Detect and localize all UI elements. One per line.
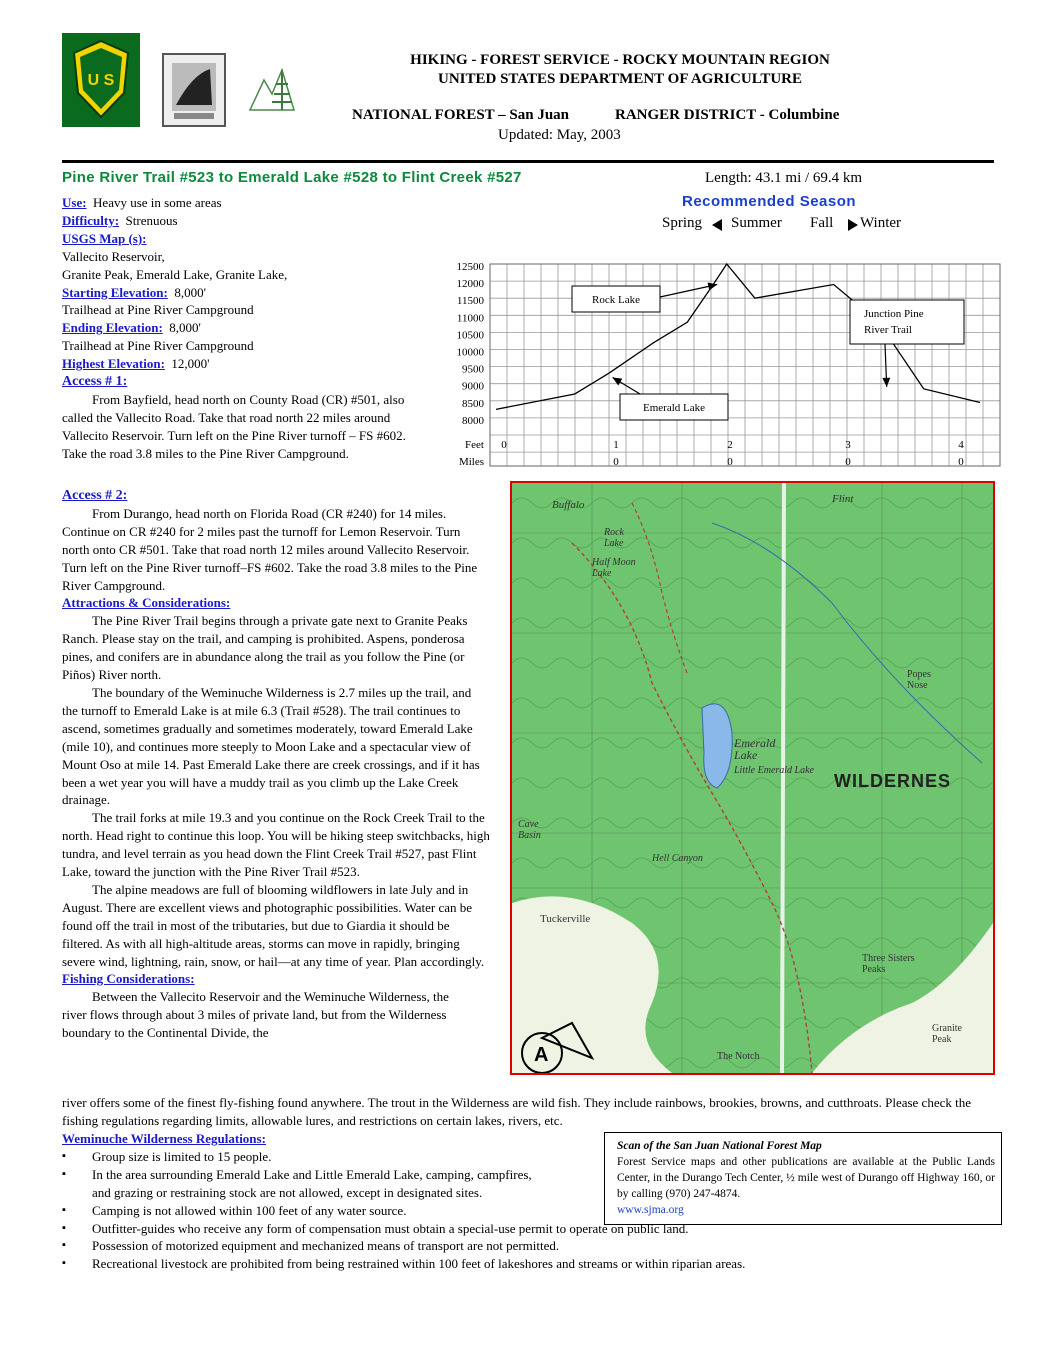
high-elev-value: 12,000' xyxy=(171,356,210,372)
attractions-label: Attractions & Considerations: xyxy=(62,595,231,611)
use-value: Heavy use in some areas xyxy=(93,195,222,210)
chart-annotation-arrowhead xyxy=(882,378,890,387)
x-tick-label: 2 xyxy=(727,439,733,452)
usgs-label: USGS Map (s): xyxy=(62,230,147,246)
fishing-p1a: Between the Vallecito Reservoir and the Weminuche Wilderness, the river flows through about 3 miles of private land, but from the Wilderness boundary to the Continental Divide, the xyxy=(62,989,449,1041)
y-tick-label: 11000 xyxy=(456,312,484,325)
attractions-p2: The boundary of the Weminuche Wilderness is 2.7 miles up the trail, and the turnoff to Emerald Lake is at mile 6.3 (Trail #528). The trail continues to ascend, sometimes gradually and sometimes moderately, toward Emerald Lake (mile 10), and continues more steeply to Moon Lake and a spectacular view of Mount Oso at mile 14. Past Emerald Lake there are creek crossings, and if it has been a wet year you will have a muddy trail as you climb up the Lake Creek drainage. xyxy=(62,684,480,808)
regulation-item: ▪ In the area surrounding Emerald Lake and Little Emerald Lake, camping, campfires, and grazing or restraining stock are not allowed, except in designated sites. xyxy=(92,1166,552,1202)
x-tick-label: 0 xyxy=(727,456,733,468)
fishing-continuation xyxy=(62,1094,992,1130)
y-tick-label: 9500 xyxy=(462,363,484,376)
attractions-p4: The alpine meadows are full of blooming wildflowers in late July and in August. There are excellent views and photographic possibilities. Water can be found off the trail in most of the tributaries, but due to Giardia it should be filtered. As with all high-altitude areas, storms can move in rapidly, bringing severe wind, lightning, rain, snow, or hail—at any time of year. Plan accordingly. xyxy=(62,881,485,969)
x-tick-label: 1 xyxy=(613,439,619,452)
x-tick-label: 3 xyxy=(845,439,851,452)
season-summer: Summer xyxy=(731,215,782,231)
y-tick-label: 11500 xyxy=(456,295,484,308)
start-elev-value: 8,000' xyxy=(174,284,206,300)
trail-title: Pine River Trail #523 to Emerald Lake #528 to Flint Creek #527 xyxy=(62,169,522,186)
x-axis-label: Miles xyxy=(458,456,484,468)
map-label-wilderness: WILDERNES xyxy=(834,771,951,791)
chart-annotation-label: Emerald Lake xyxy=(643,402,705,414)
use-label: Use: xyxy=(62,195,87,210)
regulation-item: ▪ Possession of motorized equipment and mechanized means of transport are not permitted. xyxy=(92,1237,987,1255)
trail-length: Length: 43.1 mi / 69.4 km xyxy=(705,170,863,186)
map-info-title: Scan of the San Juan National Forest Map xyxy=(617,1140,822,1152)
ranger-district-label: RANGER DISTRICT - Columbine xyxy=(615,107,840,123)
info-block xyxy=(62,194,442,463)
recommended-season-title: Recommended Season xyxy=(682,193,857,210)
regulation-item: ▪ Outfitter-guides who receive any form of compensation must obtain a special-use permit to operate on public land. xyxy=(92,1220,987,1238)
chart-annotation-label: River Trail xyxy=(864,324,912,336)
fishing-p1b: river offers some of the finest fly-fishing found anywhere. The trout in the Wilderness are wild fish. They include rainbows, brookies, browns, and cutthroats. Please check the fishing regulations regarding limits, allowable lures, and restrictions on certain lakes, rivers, etc. xyxy=(62,1095,972,1128)
map-info-box xyxy=(604,1132,1002,1225)
map-label-tuckerville: Tuckerville xyxy=(540,913,591,925)
header-line-1: HIKING - FOREST SERVICE - ROCKY MOUNTAIN REGION xyxy=(410,52,830,68)
y-tick-label: 12500 xyxy=(456,262,484,273)
end-elev-value: 8,000' xyxy=(169,320,201,336)
x-tick-label: 0 xyxy=(958,456,964,468)
y-tick-label: 9000 xyxy=(462,380,484,393)
map-label-flint: Flint xyxy=(832,493,854,505)
chart-annotation-arrowhead xyxy=(708,283,718,291)
attractions-p3: The trail forks at mile 19.3 and you continue on the Rock Creek Trail to the north. Head right to continue this loop. You will be hiking steep switchbacks, high tundra, and level terrain as you head down the Flint Creek Trail #527, past Flint Lake, toward the junction with the Pine River Trail #523. xyxy=(62,810,490,880)
map-label-emerald: Emerald Lake xyxy=(734,736,776,762)
difficulty-label: Difficulty: xyxy=(62,212,120,228)
map-label-cave-basin: Cave Basin xyxy=(518,819,541,841)
season-spring: Spring xyxy=(662,215,703,231)
map-label-hell-canyon: Hell Canyon xyxy=(652,853,703,864)
start-elev-label: Starting Elevation: xyxy=(62,284,168,300)
regulation-item: ▪ Recreational livestock are prohibited from being restrained within 100 feet of lakeshores and streams or within riparian areas. xyxy=(92,1255,987,1273)
map-info-link[interactable]: www.sjma.org xyxy=(617,1204,684,1216)
map-label-little-emerald: Little Emerald Lake xyxy=(734,765,814,776)
high-elev-label: Highest Elevation: xyxy=(62,356,165,372)
season-arrow-icon xyxy=(710,218,860,232)
access2-label: Access # 2: xyxy=(62,488,128,503)
map-label-half-moon: Half Moon Lake xyxy=(592,557,636,579)
usgs-line-2: Granite Peak, Emerald Lake, Granite Lake, xyxy=(62,266,288,282)
map-info-text: Forest Service maps and other publications are available at the Public Lands Center, in the Durango Tech Center, ½ mile west of Durango off Highway 160, or by calling (970) 247-4874. xyxy=(617,1156,995,1200)
regulations-label: Weminuche Wilderness Regulations: xyxy=(62,1131,266,1146)
svg-text:A: A xyxy=(534,1044,549,1066)
elevation-chart xyxy=(440,262,1002,468)
difficulty-value: Strenuous xyxy=(125,212,178,228)
map-label-granite-peak: Granite Peak xyxy=(932,1023,962,1045)
header-divider xyxy=(62,160,994,163)
attractions-p1: The Pine River Trail begins through a private gate next to Granite Peaks Ranch. Please stay on the trail, and camping is prohibited. Aspens, ponderosa pines, and conifers are in abundance along the trail as you follow the Pine (or Piños) River north. xyxy=(62,613,468,683)
fishing-label: Fishing Considerations: xyxy=(62,971,195,987)
season-winter: Winter xyxy=(860,215,902,231)
y-tick-label: 10500 xyxy=(456,329,484,342)
access1-label: Access # 1: xyxy=(62,374,128,390)
chart-annotation-label: Junction Pine xyxy=(864,308,924,320)
usgs-line-1: Vallecito Reservoir, xyxy=(62,248,165,264)
updated-date: Updated: May, 2003 xyxy=(498,127,621,143)
traveler-logo xyxy=(162,53,226,127)
usfs-shield-logo xyxy=(62,33,140,127)
x-tick-label: 0 xyxy=(613,456,619,468)
left-column xyxy=(62,487,490,1042)
header-line-2: UNITED STATES DEPARTMENT OF AGRICULTURE xyxy=(438,71,802,87)
map-label-three-sisters: Three Sisters Peaks xyxy=(862,953,915,975)
end-place: Trailhead at Pine River Campground xyxy=(62,338,254,354)
svg-text:U S: U S xyxy=(87,72,115,89)
y-tick-label: 12000 xyxy=(456,278,484,291)
access1-text: From Bayfield, head north on County Road (CR) #501, also called the Vallecito Road. Take that road north 22 miles around Vallecito Reservoir. Turn left on the Pine River turnoff – FS #602. Take the road 3.8 miles to the Pine River Campground. xyxy=(62,391,406,461)
y-tick-label: 8000 xyxy=(462,414,484,427)
access2-text: From Durango, head north on Florida Road (CR #240) for 14 miles. Continue on CR #240 for 2 miles past the turnoff for Lemon Reservoir. Turn north onto CR #501. Take that road north 12 miles around Vallecito Reservoir. Turn left on the Pine River turnoff–FS #602. Take the road 3.8 miles to the Pine River Campground. xyxy=(62,505,478,593)
y-tick-label: 8500 xyxy=(462,397,484,410)
national-forest-label: NATIONAL FOREST – San Juan xyxy=(352,107,570,123)
regulation-item: ▪ Camping is not allowed within 100 feet of any water source. xyxy=(92,1202,987,1220)
regulation-item: ▪ Group size is limited to 15 people. xyxy=(92,1148,552,1166)
start-place: Trailhead at Pine River Campground xyxy=(62,302,254,318)
chart-annotation-label: Rock Lake xyxy=(592,294,640,306)
x-tick-label: 4 xyxy=(958,439,964,452)
chart-annotation-arrowhead xyxy=(613,377,623,385)
y-tick-label: 10000 xyxy=(456,346,484,359)
y-axis-label: Feet xyxy=(465,439,484,452)
map-label-popes-nose: Popes Nose xyxy=(907,669,931,691)
map-label-buffalo: Buffalo xyxy=(552,499,585,511)
map-label-the-notch: The Notch xyxy=(717,1051,760,1062)
x-tick-label: 0 xyxy=(845,456,851,468)
chart-annotation-box xyxy=(850,300,964,344)
season-fall: Fall xyxy=(810,215,834,231)
trail-map-image xyxy=(510,481,995,1075)
end-elev-label: Ending Elevation: xyxy=(62,320,163,336)
x-tick-label: 0 xyxy=(501,439,507,452)
map-label-rock-lake: Rock Lake xyxy=(604,527,624,549)
